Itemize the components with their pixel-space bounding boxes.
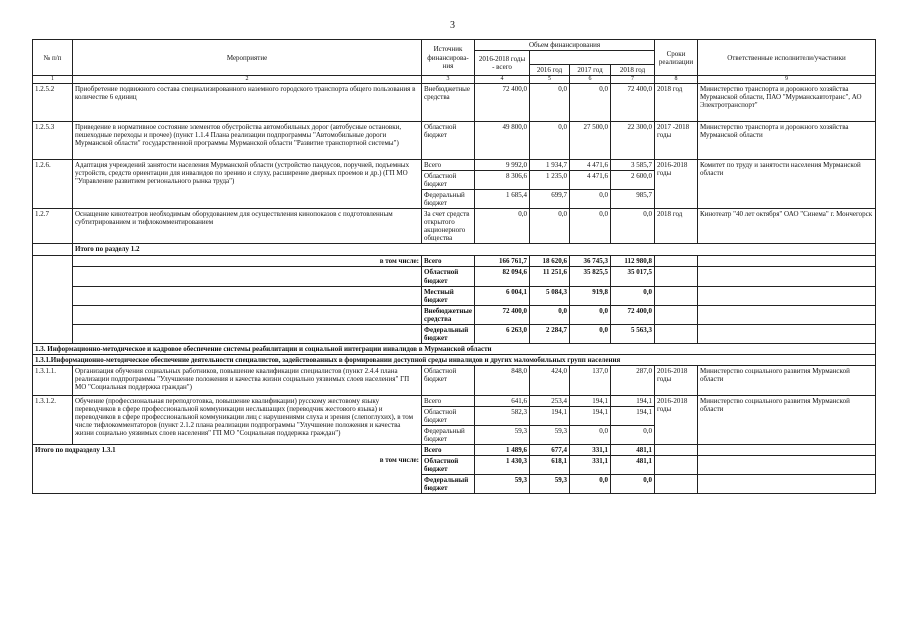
row-2016: 677,4 bbox=[530, 445, 570, 456]
subtotal-label-cell bbox=[33, 445, 422, 494]
empty-cell bbox=[698, 456, 876, 475]
row-2016: 618,1 bbox=[530, 456, 570, 475]
row-total: 9 992,0 bbox=[475, 159, 530, 170]
subtotal-row bbox=[33, 286, 876, 305]
row-source: Областной бюджет bbox=[422, 365, 475, 395]
row-2016: 253,4 bbox=[530, 395, 570, 406]
empty-cell bbox=[698, 305, 876, 324]
subtotal-title-row bbox=[33, 244, 876, 256]
row-source: Областной бюджет bbox=[422, 456, 475, 475]
section-title: 1.3. Информационно-методическое и кадровое обеспечение системы реабилитации и социальной интеграции инвалидов в Мурманской области bbox=[33, 343, 876, 354]
row-2017: 194,1 bbox=[570, 406, 611, 425]
row-source: Федеральный бюджет bbox=[422, 324, 475, 343]
row-total: 0,0 bbox=[475, 209, 530, 244]
table-row bbox=[33, 83, 876, 121]
row-source: Областной бюджет bbox=[422, 171, 475, 190]
row-responsible: Комитет по труду и занятости населения Мурманской области bbox=[698, 159, 876, 208]
row-2016: 2 284,7 bbox=[530, 324, 570, 343]
row-2018: 287,0 bbox=[611, 365, 655, 395]
row-2018: 481,1 bbox=[611, 445, 655, 456]
row-2018: 0,0 bbox=[611, 286, 655, 305]
subtotal-incl-label: в том числе: bbox=[73, 256, 422, 267]
index-cell: 8 bbox=[655, 76, 698, 84]
row-2018: 481,1 bbox=[611, 456, 655, 475]
empty-cell bbox=[655, 305, 698, 324]
row-num: 1.3.1.2. bbox=[33, 395, 73, 444]
row-2018: 5 563,3 bbox=[611, 324, 655, 343]
row-responsible: Министерство транспорта и дорожного хозяйства Мурманской области bbox=[698, 121, 876, 159]
row-2017: 4 471,6 bbox=[570, 171, 611, 190]
row-2016: 18 620,6 bbox=[530, 256, 570, 267]
row-num: 1.2.7 bbox=[33, 209, 73, 244]
row-source: Всего bbox=[422, 159, 475, 170]
empty-cell bbox=[698, 267, 876, 286]
section-row bbox=[33, 343, 876, 354]
row-total: 59,3 bbox=[475, 475, 530, 494]
row-total: 72 400,0 bbox=[475, 83, 530, 121]
row-event: Адаптация учреждений занятости населения Мурманской области (устройство пандусов, поручней, подъемных устройств, средств ориентации для инвалидов по зрению и слуху, расширение дверных проемов и др.) (ГП МО "Управление развитием регионального рынка труда") bbox=[73, 159, 422, 208]
index-cell: 2 bbox=[73, 76, 422, 84]
row-source: Всего bbox=[422, 395, 475, 406]
row-2017: 0,0 bbox=[570, 83, 611, 121]
row-2018: 112 980,8 bbox=[611, 256, 655, 267]
row-2018: 35 017,5 bbox=[611, 267, 655, 286]
subtotal-row bbox=[33, 305, 876, 324]
header-source: Источник финансирова-ния bbox=[422, 40, 475, 76]
row-2017: 35 825,5 bbox=[570, 267, 611, 286]
empty-cell bbox=[73, 267, 422, 286]
row-event: Обучение (профессиональная переподготовка, повышение квалификации) русскому жестовому языку переводчиков в сфере профессиональной коммуникации неслышащих (переводчик жестового языка) и переводчиков в сфере профессиональной коммуникации лиц с нарушениями слуха и зрения (слепоглухих), в том числе тифлокомментаторов (пункт 2.1.2 плана реализации подпрограммы "Улучшение положения и качества жизни социально уязвимых слоев населения" ГП МО "Социальная поддержка граждан") bbox=[73, 395, 422, 444]
empty-cell bbox=[73, 305, 422, 324]
row-total: 59,3 bbox=[475, 426, 530, 445]
subtotal-title: Итого по подразделу 1.3.1 bbox=[35, 446, 116, 455]
header-event: Мероприятие bbox=[73, 40, 422, 76]
row-num: 1.3.1.1. bbox=[33, 365, 73, 395]
header-total: 2016-2018 годы - всего bbox=[475, 51, 530, 76]
row-terms: 2017 -2018 годы bbox=[655, 121, 698, 159]
row-2018: 194,1 bbox=[611, 406, 655, 425]
row-2017: 137,0 bbox=[570, 365, 611, 395]
row-2016: 59,3 bbox=[530, 475, 570, 494]
row-2016: 1 934,7 bbox=[530, 159, 570, 170]
row-responsible: Кинотеатр "40 лет октября" ОАО "Синема" г. Мончегорск bbox=[698, 209, 876, 244]
row-num: 1.2.6. bbox=[33, 159, 73, 208]
row-2018: 985,7 bbox=[611, 190, 655, 209]
row-total: 1 430,3 bbox=[475, 456, 530, 475]
row-source: Областной бюджет bbox=[422, 267, 475, 286]
row-2018: 72 400,0 bbox=[611, 305, 655, 324]
row-2017: 4 471,6 bbox=[570, 159, 611, 170]
subtotal-title: Итого по разделу 1.2 bbox=[73, 244, 876, 256]
row-terms: 2016-2018 годы bbox=[655, 159, 698, 208]
empty-cell bbox=[698, 324, 876, 343]
row-source: Федеральный бюджет bbox=[422, 190, 475, 209]
row-2018: 2 600,0 bbox=[611, 171, 655, 190]
row-event: Приведение в нормативное состояние элементов обустройства автомобильных дорог (автобусные остановки, пешеходные переходы и прочее) (пункт 1.1.4 Плана реализации подпрограммы "Автомобильные дороги Мурманской области" государственной программы Мурманской области "Развитие транспортной системы") bbox=[73, 121, 422, 159]
row-2017: 0,0 bbox=[570, 209, 611, 244]
row-2018: 0,0 bbox=[611, 475, 655, 494]
table-row bbox=[33, 159, 876, 170]
empty-cell bbox=[655, 475, 698, 494]
row-2016: 59,3 bbox=[530, 426, 570, 445]
empty-cell bbox=[698, 475, 876, 494]
subtotal-row bbox=[33, 256, 876, 267]
header-num: № п/п bbox=[33, 40, 73, 76]
row-total: 6 004,1 bbox=[475, 286, 530, 305]
empty-cell bbox=[73, 324, 422, 343]
empty-cell bbox=[33, 244, 73, 256]
row-terms: 2016-2018 годы bbox=[655, 365, 698, 395]
row-2016: 1 235,0 bbox=[530, 171, 570, 190]
empty-cell bbox=[655, 286, 698, 305]
row-2017: 0,0 bbox=[570, 426, 611, 445]
row-2018: 0,0 bbox=[611, 426, 655, 445]
table-row bbox=[33, 121, 876, 159]
header-responsible: Ответственные исполнители/участники bbox=[698, 40, 876, 76]
empty-cell bbox=[33, 256, 73, 343]
row-2016: 0,0 bbox=[530, 305, 570, 324]
row-responsible: Министерство транспорта и дорожного хозяйства Мурманской области, ПАО "Мурманскавтотранс", АО Электротранспорт" bbox=[698, 83, 876, 121]
row-total: 1 489,6 bbox=[475, 445, 530, 456]
row-source: Внебюджетные средства bbox=[422, 83, 475, 121]
row-terms: 2018 год bbox=[655, 209, 698, 244]
row-2017: 0,0 bbox=[570, 305, 611, 324]
row-source: Областной бюджет bbox=[422, 406, 475, 425]
table-row bbox=[33, 365, 876, 395]
empty-cell bbox=[698, 286, 876, 305]
header-2017: 2017 год bbox=[570, 65, 611, 76]
empty-cell bbox=[655, 256, 698, 267]
row-terms: 2016-2018 годы bbox=[655, 395, 698, 444]
index-cell: 3 bbox=[422, 76, 475, 84]
empty-cell bbox=[655, 456, 698, 475]
row-terms: 2018 год bbox=[655, 83, 698, 121]
row-num: 1.2.5.2 bbox=[33, 83, 73, 121]
row-2016: 11 251,6 bbox=[530, 267, 570, 286]
row-2017: 0,0 bbox=[570, 475, 611, 494]
subtotal-incl-label: в том числе: bbox=[379, 456, 419, 465]
row-2018: 0,0 bbox=[611, 209, 655, 244]
index-cell: 1 bbox=[33, 76, 73, 84]
financing-table bbox=[32, 39, 876, 494]
header-volume: Объем финансирования bbox=[475, 40, 655, 51]
row-source: Федеральный бюджет bbox=[422, 426, 475, 445]
header-row bbox=[33, 40, 876, 51]
row-total: 6 263,0 bbox=[475, 324, 530, 343]
index-cell: 5 bbox=[530, 76, 570, 84]
row-2018: 194,1 bbox=[611, 395, 655, 406]
row-2016: 5 084,3 bbox=[530, 286, 570, 305]
row-2016: 0,0 bbox=[530, 121, 570, 159]
subtotal-row bbox=[33, 445, 876, 456]
row-2016: 0,0 bbox=[530, 83, 570, 121]
row-source: Областной бюджет bbox=[422, 121, 475, 159]
row-event: Организация обучения социальных работников, повышение квалификации специалистов (пункт 2.4.4 плана реализации подпрограммы "Улучшение положения и качества жизни социально уязвимых слоев населения" ГП МО "Социальная поддержка граждан") bbox=[73, 365, 422, 395]
index-cell: 4 bbox=[475, 76, 530, 84]
row-responsible: Министерство социального развития Мурманской области bbox=[698, 365, 876, 395]
index-cell: 6 bbox=[570, 76, 611, 84]
row-total: 582,3 bbox=[475, 406, 530, 425]
header-terms: Сроки реализации bbox=[655, 40, 698, 76]
row-2017: 194,1 bbox=[570, 395, 611, 406]
row-2018: 72 400,0 bbox=[611, 83, 655, 121]
row-2018: 3 585,7 bbox=[611, 159, 655, 170]
row-source: Внебюджетные средства bbox=[422, 305, 475, 324]
row-total: 72 400,0 bbox=[475, 305, 530, 324]
row-2017: 27 500,0 bbox=[570, 121, 611, 159]
empty-cell bbox=[655, 324, 698, 343]
subtotal-row bbox=[33, 267, 876, 286]
row-2016: 699,7 bbox=[530, 190, 570, 209]
row-total: 848,0 bbox=[475, 365, 530, 395]
empty-cell bbox=[655, 267, 698, 286]
row-2018: 22 300,0 bbox=[611, 121, 655, 159]
row-2017: 331,1 bbox=[570, 456, 611, 475]
header-2018: 2018 год bbox=[611, 65, 655, 76]
table-row bbox=[33, 395, 876, 406]
row-source: За счет средств открытого акционерного общества bbox=[422, 209, 475, 244]
empty-cell bbox=[655, 445, 698, 456]
row-2017: 0,0 bbox=[570, 324, 611, 343]
row-event: Оснащение кинотеатров необходимым оборудованием для осуществления кинопоказов с подготовленным субтитрированием и тифлокомментированием bbox=[73, 209, 422, 244]
row-total: 166 761,7 bbox=[475, 256, 530, 267]
row-2016: 424,0 bbox=[530, 365, 570, 395]
row-source: Всего bbox=[422, 256, 475, 267]
section-row bbox=[33, 354, 876, 365]
table-row bbox=[33, 209, 876, 244]
row-2017: 331,1 bbox=[570, 445, 611, 456]
index-row bbox=[33, 76, 876, 84]
row-total: 641,6 bbox=[475, 395, 530, 406]
empty-cell bbox=[698, 445, 876, 456]
row-2016: 194,1 bbox=[530, 406, 570, 425]
row-responsible: Министерство социального развития Мурманской области bbox=[698, 395, 876, 444]
row-event: Приобретение подвижного состава специализированного наземного городского транспорта общего пользования в количестве 6 единиц bbox=[73, 83, 422, 121]
row-total: 49 800,0 bbox=[475, 121, 530, 159]
row-2017: 0,0 bbox=[570, 190, 611, 209]
index-cell: 9 bbox=[698, 76, 876, 84]
row-total: 8 306,6 bbox=[475, 171, 530, 190]
row-2016: 0,0 bbox=[530, 209, 570, 244]
row-2017: 36 745,3 bbox=[570, 256, 611, 267]
row-source: Местный бюджет bbox=[422, 286, 475, 305]
row-num: 1.2.5.3 bbox=[33, 121, 73, 159]
empty-cell bbox=[698, 256, 876, 267]
header-2016: 2016 год bbox=[530, 65, 570, 76]
incl-label-holder bbox=[32, 0, 33, 1]
subtotal-row bbox=[33, 324, 876, 343]
header-years-spacer bbox=[530, 51, 655, 65]
row-source: Всего bbox=[422, 445, 475, 456]
page-number: 3 bbox=[450, 20, 455, 31]
row-total: 82 094,6 bbox=[475, 267, 530, 286]
row-2017: 919,8 bbox=[570, 286, 611, 305]
row-source: Федеральный бюджет bbox=[422, 475, 475, 494]
index-cell: 7 bbox=[611, 76, 655, 84]
row-total: 1 685,4 bbox=[475, 190, 530, 209]
empty-cell bbox=[73, 286, 422, 305]
subsection-title: 1.3.1.Информационно-методическое обеспечение деятельности специалистов, задействованных в формировании доступной среды инвалидов и других маломобильных групп населения bbox=[33, 354, 876, 365]
